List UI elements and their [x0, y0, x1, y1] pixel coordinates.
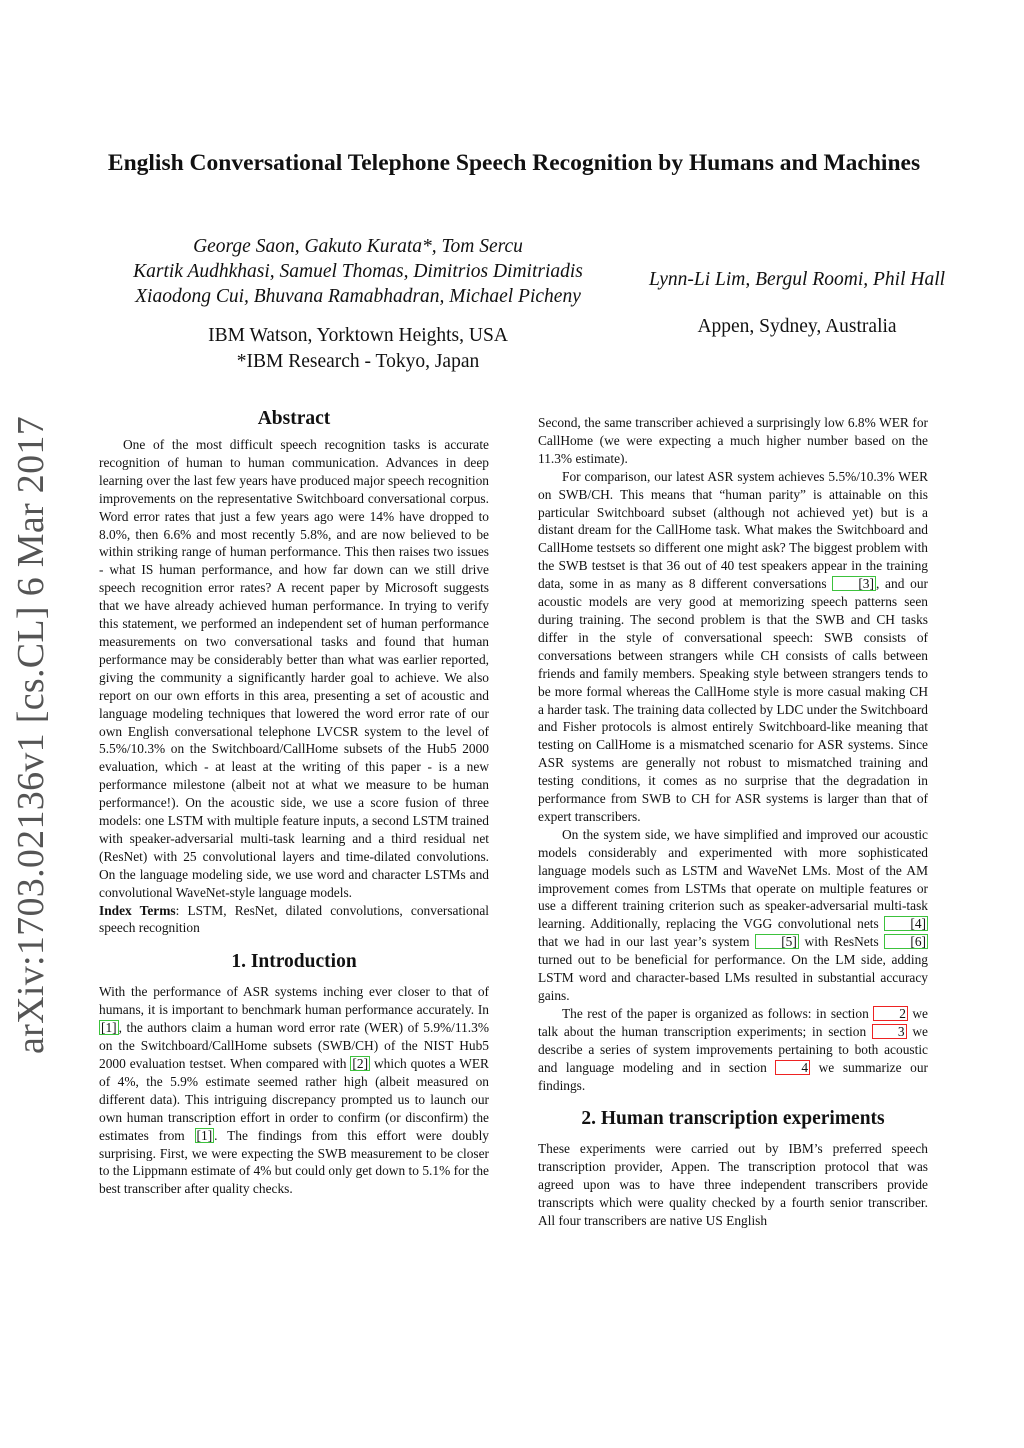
- right-column: [538, 414, 928, 1230]
- citation-link[interactable]: [6]: [884, 934, 928, 949]
- affiliation-right: Appen, Sydney, Australia: [697, 316, 897, 337]
- section2-heading: 2. Human transcription experiments: [581, 1108, 885, 1130]
- affiliation-line: *IBM Research - Tokyo, Japan: [236, 351, 480, 372]
- index-terms: [99, 902, 489, 938]
- authors-left: [100, 234, 616, 309]
- arxiv-id: arXiv:1703.02136v1 [cs.CL] 6 Mar 2017: [10, 415, 52, 1055]
- author-line: Xiaodong Cui, Bhuvana Ramabhadran, Michael Picheny: [135, 286, 581, 307]
- paragraph: For comparison, our latest ASR system achieves 5.5%/10.3% WER on SWB/CH. This means that “human parity” is attainable on this particular Switchboard subset (although not achieved yet) but is a distant dream for the CallHome task. What makes the Switchboard and CallHome testsets so different one might ask? The biggest problem with the SWB testset is that 36 out of 40 test speakers appear in the training data, some in as many as 8 different conversations [3] , and our acoustic models are very good at memorizing speech patterns seen during training. The second problem is that the SWB and CH tasks differ in the style of conversational speech: SWB consists of conversations between strangers while CH consists of calls between friends and family members. Speaking style between strangers tends to be more formal whereas the CallHome style is more casual making CH a harder task. The training data collected by LDC under the Switchboard and Fisher protocols is almost entirely Switchboard-like meaning that testing on CallHome is a mismatched scenario for ASR systems. Since ASR systems are generally not robust to mismatched training and testing conditions, it comes as no surprise that the degradation in performance from SWB to CH for ASR systems is larger than that of expert transcribers.: [538, 468, 928, 824]
- paragraph: On the system side, we have simplified and improved our acoustic models considerably and experimented with more sophisticated language models such as LSTM and WaveNet LMs. Most of the AM improvement comes from LSTMs that operate on multiple features or use a different training criterion such as speaker-adversarial multi-task learning. Additionally, replacing the VGG convolutional nets [4] that we had in our last year’s system [5] with ResNets [6] turned out to be beneficial for performance. On the LM side, adding LSTM word and character-based LMs resulted in substantial accuracy gains.: [538, 826, 928, 1003]
- citation-link[interactable]: [5]: [755, 934, 799, 949]
- paragraph: The rest of the paper is organized as follows: in section 2 we talk about the human transcription experiments; in section 3 we describe a series of system improvements pertaining to both acoustic and language modeling and in section 4 we summarize our findings.: [538, 1005, 928, 1093]
- paper-title: English Conversational Telephone Speech Recognition by Humans and Machines: [107, 150, 921, 176]
- index-terms-label: Index Terms: [99, 902, 176, 918]
- intro-paragraph: With the performance of ASR systems inching ever closer to that of humans, it is important to benchmark human performance accurately. In [1] , the authors claim a human word error rate (WER) of 5.9%/11.3% on the Switchboard/CallHome subsets (SWB/CH) of the NIST Hub5 2000 evaluation testset. When compared with [2] which quotes a WER of 4%, the 5.9% estimate seemed rather high (albeit measured on different data). This intriguing discrepancy prompted us to launch our own human transcription effort in order to confirm (or disconfirm) the estimates from [1] . The findings from this effort were doubly surprising. First, we were expecting the SWB measurement to be closer to the Lippmann estimate of 4% but could only get down to 5.1% for the best transcriber after quality checks.: [99, 984, 489, 1197]
- author-line: George Saon, Gakuto Kurata*, Tom Sercu: [193, 236, 523, 257]
- section-link[interactable]: 3: [872, 1024, 907, 1039]
- author-line: Kartik Audhkhasi, Samuel Thomas, Dimitrios Dimitriadis: [133, 261, 583, 282]
- affiliations-left: [100, 323, 616, 375]
- arxiv-watermark: [6, 415, 56, 1055]
- paragraph: Second, the same transcriber achieved a surprisingly low 6.8% WER for CallHome (we were expecting a much higher number based on the 11.3% estimate).: [538, 415, 928, 466]
- abstract-heading: Abstract: [257, 408, 331, 429]
- citation-link[interactable]: [4]: [884, 916, 928, 931]
- left-column: [99, 408, 489, 1198]
- intro-heading: 1. Introduction: [231, 951, 357, 973]
- abstract-body: One of the most difficult speech recognition tasks is accurate recognition of human to human communication. Advances in deep learning over the last few years have produced major speech recognition improvements on the representative Switchboard conversational corpus. Word error rates that just a few years ago were 14% have dropped to 8.0%, then 6.6% and most recently 5.8%, and are now believed to be within striking range of human performance. This then raises two issues - what IS human performance, and how far down can we still drive speech recognition error rates? A recent paper by Microsoft suggests that we have already achieved human performance. In trying to verify this statement, we performed an independent set of human performance measurements on two conversational tasks and found that human performance may be considerably better than what was earlier reported, giving the community a significantly harder goal to achieve. We also report on our own efforts in this area, presenting a set of acoustic and language modeling techniques that lowered the word error rate of our own English conversational telephone LVCSR system to the level of 5.5%/10.3% on the Switchboard/CallHome subsets of the Hub5 2000 evaluation, which - at least at the writing of this paper - is a new performance milestone (albeit not at what we measure to be human performance!). On the acoustic side, we use a score fusion of three models: one LSTM with multiple feature inputs, a second LSTM trained with speaker-adversarial multi-task learning and a third residual net (ResNet) with 25 convolutional layers and time-dilated convolutions. On the language modeling side, we use word and character LSTMs and convolutional WaveNet-style language models.: [99, 437, 489, 900]
- authors-right: Lynn-Li Lim, Bergul Roomi, Phil Hall: [648, 269, 946, 290]
- index-terms-text: : LSTM, ResNet, dilated convolutions, conversational speech recognition: [99, 902, 489, 936]
- citation-link[interactable]: [2]: [352, 1056, 369, 1071]
- section2-paragraph: These experiments were carried out by IBM’s preferred speech transcription provider, Appen. The transcription protocol that was agreed upon was to have three independent transcribers provide transcripts which were quality checked by a fourth senior transcriber. All four transcribers are native US English: [538, 1141, 928, 1229]
- section-link[interactable]: 2: [873, 1006, 908, 1021]
- citation-link[interactable]: [1]: [196, 1127, 213, 1143]
- citation-link[interactable]: [1]: [101, 1020, 117, 1036]
- citation-link[interactable]: [3]: [832, 576, 876, 591]
- affiliation-line: IBM Watson, Yorktown Heights, USA: [208, 325, 508, 346]
- section-link[interactable]: 4: [775, 1060, 810, 1075]
